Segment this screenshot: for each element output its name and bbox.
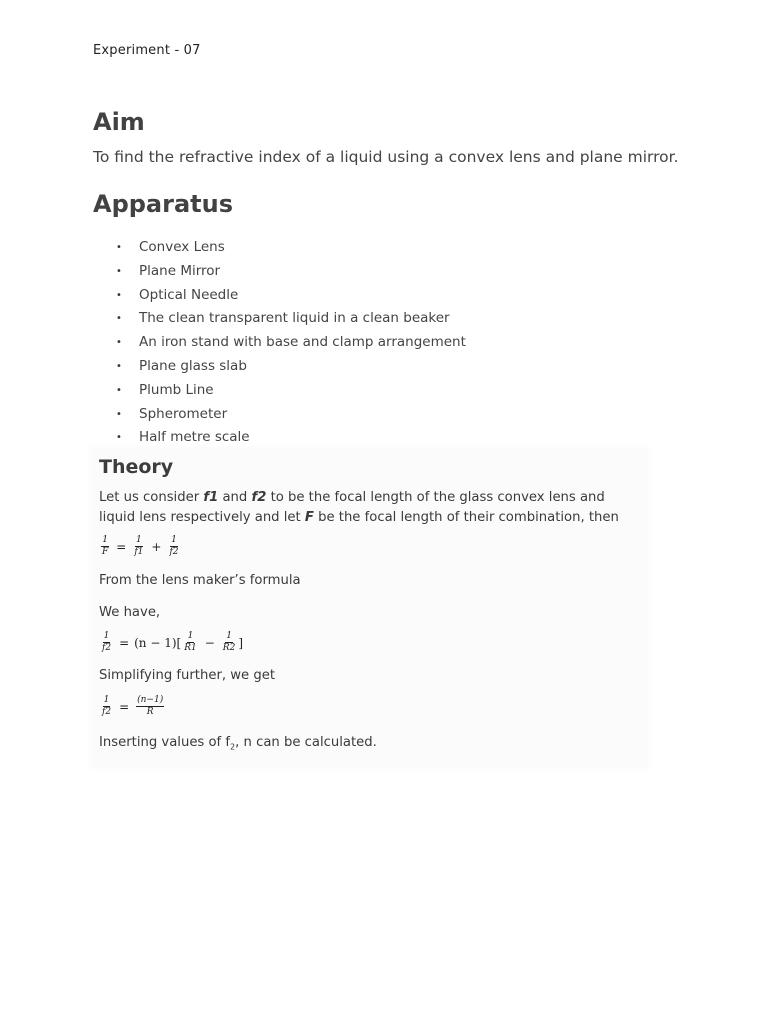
simplified-formula: $\frac{1}{f2}$ = $\frac{(n-1)}{R}$ (102, 695, 164, 717)
lens-maker-formula: $\frac{1}{f2}$ = (n − 1)[ $\frac{1}{R1}$ − $\frac{1}{R2}$ ] (102, 631, 243, 653)
bullet-icon: • (116, 360, 122, 372)
apparatus-list (93, 236, 466, 450)
apparatus-item: • Optical Needle (93, 284, 466, 308)
bullet-icon: • (116, 432, 122, 444)
bullet-icon: • (116, 242, 122, 253)
simplifying-text: Simplifying further, we get (99, 668, 275, 683)
bullet-icon: • (116, 337, 122, 349)
aim-text: To find the refractive index of a liquid using a convex lens and plane mirror. (93, 148, 679, 166)
bullet-icon: • (116, 289, 122, 301)
aim-heading: Aim (93, 108, 145, 136)
bullet-icon: • (116, 265, 122, 277)
theory-intro-paragraph: Let us consider f1 and f2 to be the focal length of the glass convex lens and liquid lens respectively and let F be the focal length of their combination, then (99, 490, 619, 525)
apparatus-item: • Spherometer (93, 403, 466, 427)
apparatus-item: • The clean transparent liquid in a clean beaker (93, 307, 466, 331)
inserting-values-text: Inserting values of $f_2$, n can be calculated. (99, 735, 377, 752)
bullet-icon: • (116, 408, 122, 420)
lens-maker-text: From the lens maker’s formula (99, 573, 301, 588)
fraction: $\frac{1}{f2}$ (102, 695, 112, 717)
bullet-icon: • (116, 313, 122, 325)
fraction: $\frac{1}{R2}$ (222, 631, 236, 653)
page-header: Experiment - 07 (93, 43, 201, 58)
apparatus-item: • Half metre scale (93, 426, 466, 450)
f1-symbol: f1 (203, 490, 219, 505)
combination-formula: $\frac{1}{F}$ = $\frac{1}{f1}$ + $\frac{1}{f2}$ (102, 535, 179, 557)
bullet-icon: • (116, 384, 122, 396)
f2-symbol: f2 (251, 490, 267, 505)
apparatus-item: • An iron stand with base and clamp arrangement (93, 331, 466, 355)
fraction: $\frac{1}{F}$ (102, 535, 109, 557)
theory-section-image (93, 450, 646, 765)
apparatus-item: • Plane Mirror (93, 260, 466, 284)
F-symbol: F (304, 510, 314, 525)
fraction: $\frac{1}{f1}$ (134, 535, 144, 557)
fraction: $\frac{(n-1)}{R}$ (137, 695, 164, 717)
theory-heading: Theory (99, 456, 174, 478)
apparatus-item: • Convex Lens (93, 236, 466, 260)
we-have-text: We have, (99, 605, 161, 620)
apparatus-heading: Apparatus (93, 190, 234, 218)
fraction: $\frac{1}{R1}$ (184, 631, 197, 653)
apparatus-item: • Plane glass slab (93, 355, 466, 379)
apparatus-item: • Plumb Line (93, 379, 466, 403)
fraction: $\frac{1}{f2}$ (169, 535, 179, 557)
fraction: $\frac{1}{f2}$ (102, 631, 112, 653)
